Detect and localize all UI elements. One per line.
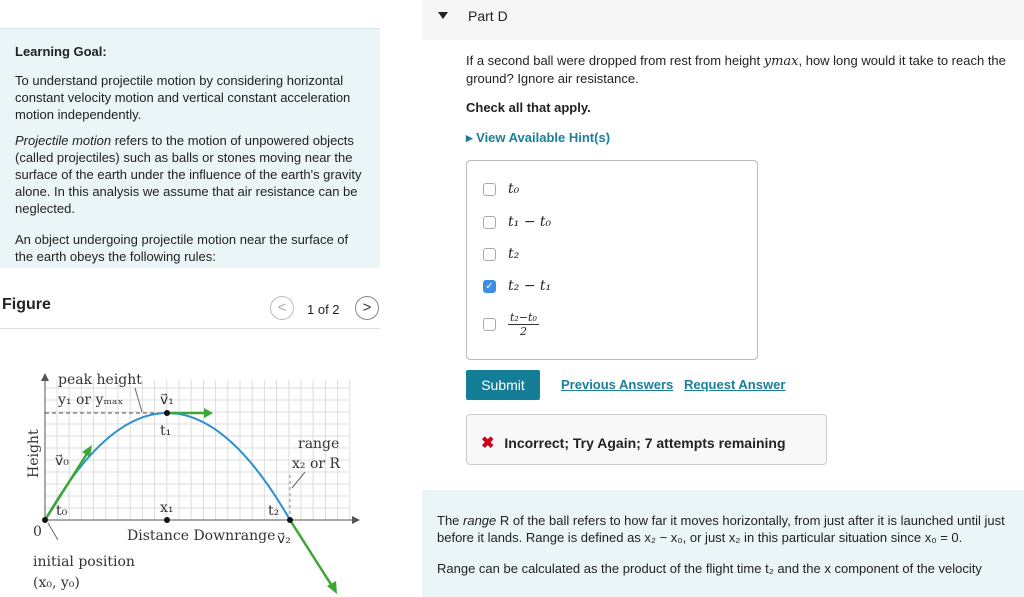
x-axis-arrow [352,516,360,524]
range-calculation: Range can be calculated as the product of the flight time t₂ and the x component of the velocity [437,561,982,576]
option-t1-minus-t0[interactable] [483,214,551,230]
checkbox[interactable] [483,248,496,261]
label-distance: Distance Downrange [127,528,276,544]
question-variable: ymax [763,54,799,69]
y-axis-arrow [41,373,49,381]
learning-goal-heading: Learning Goal: [15,44,107,59]
question-text [466,52,1024,87]
checkbox[interactable] [483,183,496,196]
point-peak [164,410,170,416]
label-zero: 0 [33,524,42,540]
question-part: If a second ball were dropped from rest from height [466,53,764,68]
label-t1: t₁ [160,423,172,439]
label-x1: x₁ [160,500,174,516]
part-title[interactable]: Part D [468,8,508,24]
numerator: t₂−t₀ [510,311,537,324]
option-t0[interactable] [483,181,519,197]
text: R of the ball refers to how far it moves horizontally, from just after it is launched until just before it lands. Range is defined as x₂ − x₀, or just x₂ in this particular situation since x₀ = 0. [437,513,1005,545]
prev-figure-button[interactable]: < [270,296,294,320]
definition-text: refers to the motion of unpowered objects (called projectiles) such as balls or stones moving near the surface of the earth under the influence of the earth's gravity alone. In this analysis we assume that air resistance can be neglected. [15,133,362,216]
term: Projectile motion [15,133,112,148]
label-v1: v⃗₁ [160,392,174,408]
option-label: t₂ [508,246,520,262]
feedback-text: Incorrect; Try Again; 7 attempts remaining [504,435,786,451]
term: range [463,513,497,528]
text: The [437,513,464,528]
label-initial-position: initial position [33,554,135,570]
answer-options [466,160,758,360]
checkbox[interactable] [483,318,496,331]
request-answer-link[interactable]: Request Answer [684,377,786,392]
initial-leader [48,523,58,540]
fraction [508,311,539,338]
figure-header [0,290,380,329]
range-definition [437,512,1024,546]
view-hints-link[interactable]: ▸ View Available Hint(s) [466,130,611,145]
option-half-t2-minus-t0[interactable] [483,311,539,338]
label-t0: t₀ [56,503,68,519]
label-v2: v⃗₂ [277,531,291,547]
error-x-icon: ✖ [481,435,495,452]
rules-intro: An object undergoing projectile motion near the surface of the earth obeys the following rules: [15,232,349,264]
learning-goal-panel [0,28,380,268]
projectile-definition [15,132,365,217]
option-t2-minus-t1[interactable] [483,278,551,294]
previous-answers-link[interactable]: Previous Answers [561,377,674,392]
point-origin [42,517,48,523]
denominator: 2 [519,325,527,338]
v1-arrowhead [204,408,213,418]
submit-button[interactable]: Submit [466,370,540,400]
label-x2-or-r: x₂ or R [292,456,341,472]
label-x0y0: (x₀, y₀) [33,575,80,591]
option-label: t₁ − t₀ [508,214,552,230]
figure-title: Figure [2,296,51,313]
checkbox[interactable] [483,216,496,229]
collapse-triangle-icon[interactable] [438,12,448,19]
part-header[interactable] [422,0,1024,40]
check-all-instruction: Check all that apply. [466,100,591,115]
label-height: Height [26,429,42,478]
v2-vector [290,520,332,586]
projectile-diagram [0,360,380,597]
label-ymax: y₁ or yₘₐₓ [58,392,124,408]
v2-arrowhead [327,581,337,594]
feedback-box [466,414,827,465]
option-label: t₀ [508,181,520,197]
range-leader [292,472,305,488]
label-peak-height: peak height [58,372,142,388]
label-t2: t₂ [268,503,280,519]
point-landing [287,517,293,523]
question-part: , how long would it take to reach the ground? Ignore air resistance. [466,53,1006,86]
point-x1 [164,517,170,523]
option-t2[interactable] [483,246,519,262]
option-label: t₂ − t₁ [508,278,552,294]
range-info-panel [422,490,1024,597]
next-figure-button[interactable]: > [355,296,379,320]
checkbox-checked[interactable]: ✓ [483,280,496,293]
label-range: range [298,436,340,452]
label-v0: v⃗₀ [55,453,69,469]
figure-pager: 1 of 2 [307,302,340,317]
learning-goal-text: To understand projectile motion by considering horizontal constant velocity motion and vertical constant acceleration motion independently. [15,73,351,122]
